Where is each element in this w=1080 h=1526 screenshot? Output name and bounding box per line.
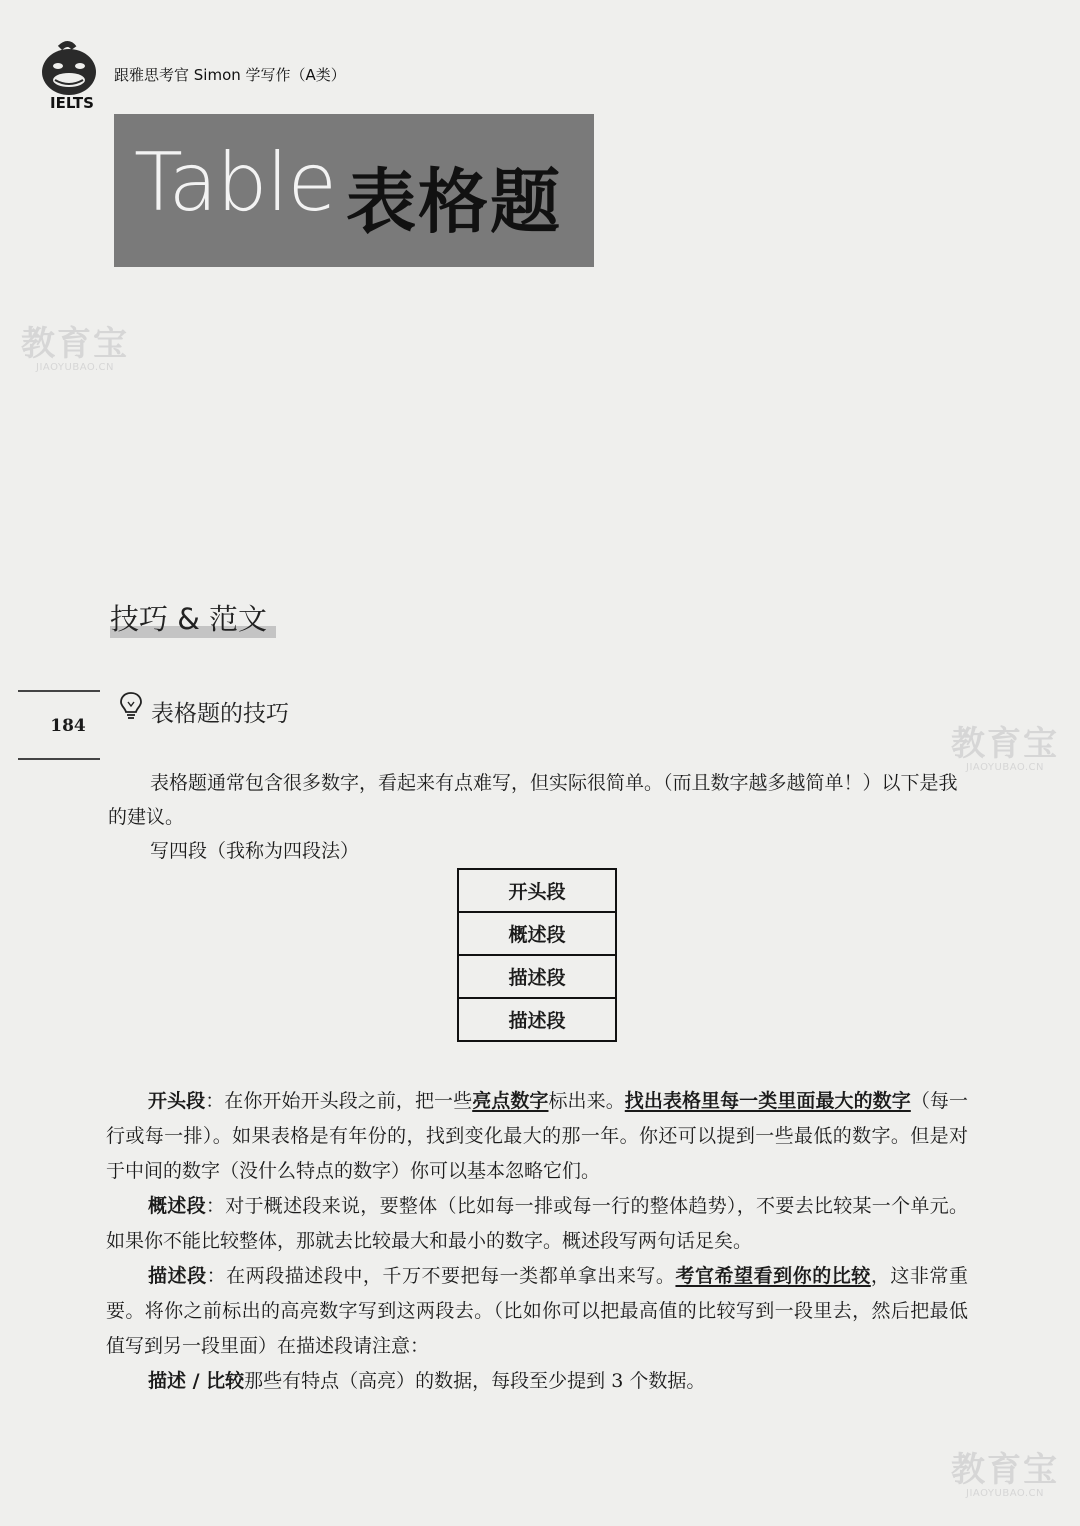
- overview-paragraph-tip: [106, 1189, 968, 1259]
- opening-label: 开头段: [148, 1090, 206, 1112]
- description-paragraph-tip: [106, 1259, 968, 1364]
- opening-paragraph-tip: [106, 1084, 968, 1189]
- lightbulb-icon: [118, 690, 144, 722]
- opening-text-3: （每一行或每一排）。如果表格是有年份的，找到变化最大的那一年。你还可以提到一些最低的数字。但是对于中间的数字（没什么特点的数字）你可以基本忽略它们。: [106, 1090, 968, 1182]
- table-cell: 描述段: [458, 998, 616, 1041]
- highlight-numbers-emphasis: 亮点数字: [472, 1090, 549, 1112]
- opening-text-2: 标出来。: [548, 1090, 625, 1112]
- body-text: [106, 1084, 968, 1399]
- subsection-title: 表格题的技巧: [151, 701, 289, 727]
- page-number-rule-bottom: [18, 758, 100, 760]
- largest-number-emphasis: 找出表格里每一类里面最大的数字: [624, 1090, 911, 1112]
- overview-text: ：对于概述段来说，要整体（比如每一排或每一行的整体趋势），不要去比较某一个单元。如果你不能比较整体，那就去比较最大和最小的数字。概述段写两句话足矣。: [106, 1195, 968, 1252]
- watermark-domain: JIAOYUBAO.CN: [966, 762, 1044, 773]
- banner-title-en: Table: [134, 136, 336, 229]
- description-text-2: ，这非常重要。将你之前标出的高亮数字写到这两段去。（比如你可以把最高值的比较写到一段里去，然后把最低值写到另一段里面）在描述段请注意：: [106, 1265, 968, 1357]
- watermark-brand: 教育宝: [951, 724, 1059, 764]
- section-heading: 技巧 & 范文: [110, 602, 268, 636]
- opening-text-1: ：在你开始开头段之前，把一些: [205, 1090, 473, 1112]
- four-paragraph-method: 写四段（我称为四段法）: [150, 840, 360, 862]
- table-cell: 概述段: [458, 912, 616, 955]
- book-title: 跟雅思考官 Simon 学写作（A类）: [114, 66, 346, 84]
- page-number-rule-top: [18, 690, 100, 692]
- comparison-emphasis: 考官希望看到你的比较: [675, 1265, 871, 1287]
- table-row: [458, 998, 616, 1041]
- table-cell: 描述段: [458, 955, 616, 998]
- watermark-domain: JIAOYUBAO.CN: [966, 1488, 1044, 1499]
- description-label: 描述段: [148, 1265, 207, 1287]
- table-row: [458, 955, 616, 998]
- description-text-1: ：在两段描述段中，千万不要把每一类都单拿出来写。: [206, 1265, 676, 1287]
- compare-tip: [106, 1364, 968, 1399]
- page-number: 184: [50, 716, 86, 736]
- watermark-brand: 教育宝: [21, 324, 129, 364]
- table-row: [458, 869, 616, 912]
- watermark: [16, 326, 134, 374]
- banner-title-zh: 表格题: [346, 161, 562, 243]
- compare-text: 那些有特点（高亮）的数据，每段至少提到 3 个数据。: [244, 1370, 706, 1392]
- ielts-logo-text: IELTS: [50, 94, 94, 112]
- table-row: [458, 912, 616, 955]
- overview-label: 概述段: [148, 1195, 206, 1217]
- four-paragraph-structure-table: [457, 868, 617, 1042]
- watermark-domain: JIAOYUBAO.CN: [36, 362, 114, 373]
- watermark-brand: 教育宝: [951, 1450, 1059, 1490]
- intro-paragraph: 表格题通常包含很多数字，看起来有点难写，但实际很简单。（而且数字越多越简单！）以下是我的建议。: [108, 772, 958, 828]
- duck-mascot-icon: [38, 38, 100, 96]
- table-cell: 开头段: [458, 869, 616, 912]
- watermark: [946, 1452, 1064, 1500]
- compare-label: 描述 / 比较: [148, 1370, 245, 1392]
